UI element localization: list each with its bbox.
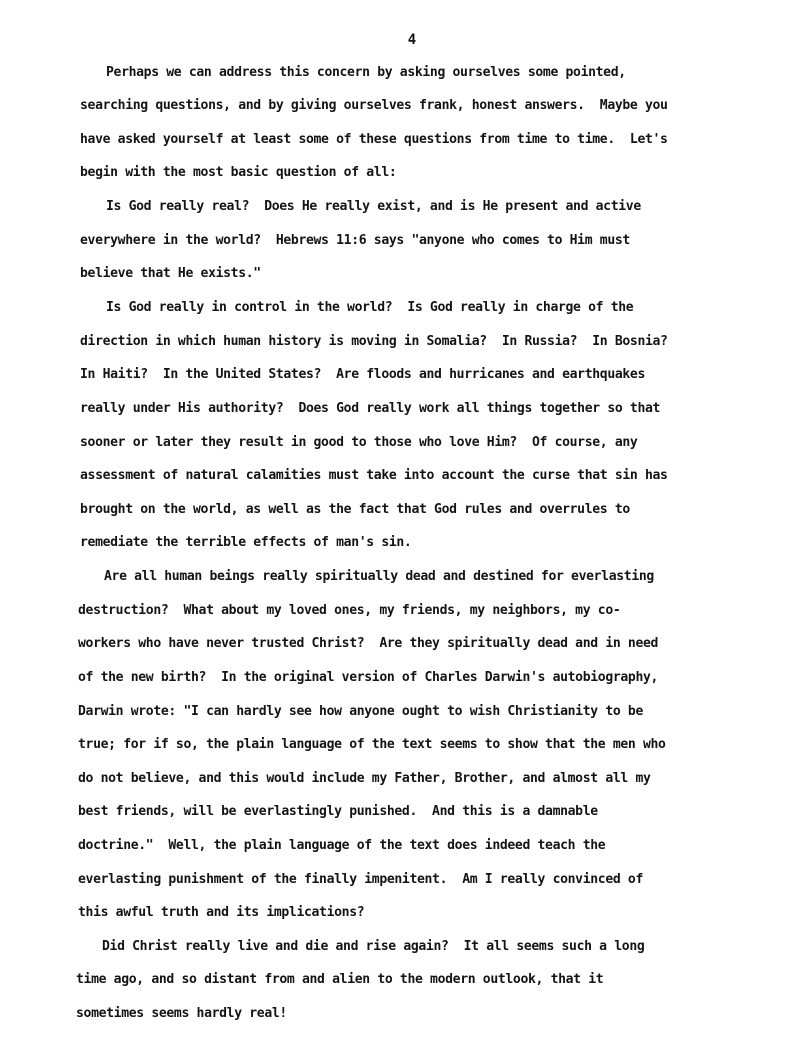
paragraph-line: direction in which human history is moving in Somalia? In Russia? In Bosnia? [80,334,668,349]
paragraph-line: have asked yourself at least some of these questions from time to time. Let's [80,132,668,147]
paragraph-line: Did Christ really live and die and rise again? It all seems such a long [102,939,645,954]
paragraph-line: everywhere in the world? Hebrews 11:6 says "anyone who comes to Him must [80,233,630,248]
paragraph-line: begin with the most basic question of all: [80,165,397,180]
paragraph-line: Darwin wrote: "I can hardly see how anyone ought to wish Christianity to be [78,704,643,719]
paragraph-line: Is God really real? Does He really exist, and is He present and active [106,199,641,214]
paragraph-line: Are all human beings really spiritually dead and destined for everlasting [104,569,654,584]
paragraph-line: workers who have never trusted Christ? Are they spiritually dead and in need [78,636,659,651]
paragraph-line: everlasting punishment of the finally impenitent. Am I really convinced of [78,872,643,887]
paragraph-line: do not believe, and this would include my Father, Brother, and almost all my [78,771,651,786]
paragraph-line: destruction? What about my loved ones, my friends, my neighbors, my co- [78,603,621,618]
paragraph-line: believe that He exists." [80,266,261,281]
paragraph-line: true; for if so, the plain language of the text seems to show that the men who [78,737,666,752]
paragraph-line: assessment of natural calamities must take into account the curse that sin has [80,468,668,483]
paragraph-line: this awful truth and its implications? [78,905,365,920]
paragraph-line: time ago, and so distant from and alien to the modern outlook, that it [76,972,604,987]
paragraph-line: remediate the terrible effects of man's sin. [80,535,412,550]
paragraph-line: searching questions, and by giving ourselves frank, honest answers. Maybe you [80,98,668,113]
paragraph-line: In Haiti? In the United States? Are floods and hurricanes and earthquakes [80,367,645,382]
paragraph-line: really under His authority? Does God really work all things together so that [80,401,661,416]
page-number: 4 [407,32,417,48]
paragraph-line: Is God really in control in the world? Is God really in charge of the [106,300,634,315]
paragraph-line: Perhaps we can address this concern by asking ourselves some pointed, [106,65,626,80]
paragraph-line: brought on the world, as well as the fact that God rules and overrules to [80,502,630,517]
paragraph-line: of the new birth? In the original version of Charles Darwin's autobiography, [78,670,659,685]
paragraph-line: best friends, will be everlastingly punished. And this is a damnable [78,804,598,819]
paragraph-line: sooner or later they result in good to those who love Him? Of course, any [80,435,638,450]
paragraph-line: sometimes seems hardly real! [76,1006,287,1021]
paragraph-line: doctrine." Well, the plain language of the text does indeed teach the [78,838,606,853]
